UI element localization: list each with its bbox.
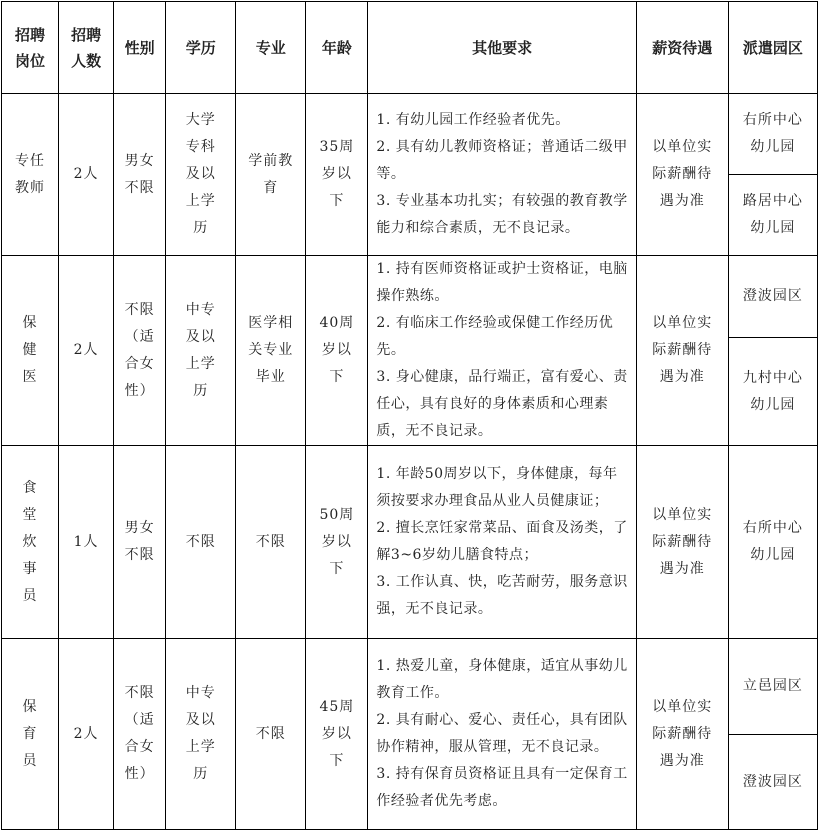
header-requirements: 其他要求 xyxy=(368,2,636,94)
header-major: 专业 xyxy=(236,2,306,94)
requirements-cell xyxy=(368,639,636,830)
requirement-item: 1. 热爱儿童，身体健康，适宜从事幼儿教育工作。 xyxy=(376,658,628,701)
requirements-cell xyxy=(368,446,636,639)
requirement-item: 1. 持有医师资格证或护士资格证，电脑操作熟练。 xyxy=(376,261,628,304)
major-cell: 医学相关专业毕业 xyxy=(236,256,306,446)
header-park: 派遣园区 xyxy=(728,2,817,94)
count-cell: 1人 xyxy=(59,446,114,639)
requirement-item: 3. 工作认真、快，吃苦耐劳，服务意识强，无不良记录。 xyxy=(376,574,628,617)
header-count: 招聘人数 xyxy=(59,2,114,94)
count-cell: 2人 xyxy=(59,94,114,256)
position-cell: 食堂炊事员 xyxy=(2,446,59,639)
requirement-item: 3. 持有保育员资格证且具有一定保育工作经验者优先考虑。 xyxy=(376,766,628,809)
salary-cell: 以单位实际薪酬待遇为准 xyxy=(636,639,728,830)
age-cell: 40周岁以下 xyxy=(306,256,368,446)
gender-cell: 男女不限 xyxy=(114,446,166,639)
table-row xyxy=(2,639,818,735)
header-position: 招聘岗位 xyxy=(2,2,59,94)
position-cell: 保健医 xyxy=(2,256,59,446)
recruitment-table xyxy=(1,1,818,830)
table-row xyxy=(2,256,818,338)
education-cell: 大学专科及以上学历 xyxy=(166,94,236,256)
requirement-item: 3. 身心健康，品行端正，富有爱心、责任心，具有良好的身体素质和心理素质，无不良记录。 xyxy=(376,369,628,439)
education-cell: 中专及以上学历 xyxy=(166,639,236,830)
age-cell: 35周岁以下 xyxy=(306,94,368,256)
position-cell: 专任教师 xyxy=(2,94,59,256)
age-cell: 50周岁以下 xyxy=(306,446,368,639)
requirements-cell xyxy=(368,256,636,446)
gender-cell: 男女不限 xyxy=(114,94,166,256)
requirement-item: 2. 擅长烹饪家常菜品、面食及汤类，了解3~6岁幼儿膳食特点； xyxy=(376,520,628,563)
salary-cell: 以单位实际薪酬待遇为准 xyxy=(636,446,728,639)
requirement-item: 2. 具有幼儿教师资格证；普通话二级甲等。 xyxy=(376,139,628,182)
major-cell: 不限 xyxy=(236,639,306,830)
count-cell: 2人 xyxy=(59,639,114,830)
education-cell: 中专及以上学历 xyxy=(166,256,236,446)
park-cell: 右所中心幼儿园 xyxy=(728,94,817,175)
park-cell: 路居中心幼儿园 xyxy=(728,175,817,256)
table-row xyxy=(2,446,818,639)
requirement-item: 1. 有幼儿园工作经验者优先。 xyxy=(376,112,570,128)
park-cell: 立邑园区 xyxy=(728,639,817,735)
park-cell: 右所中心幼儿园 xyxy=(728,446,817,639)
major-cell: 不限 xyxy=(236,446,306,639)
count-cell: 2人 xyxy=(59,256,114,446)
park-cell: 澄波园区 xyxy=(728,256,817,338)
header-gender: 性别 xyxy=(114,2,166,94)
salary-cell: 以单位实际薪酬待遇为准 xyxy=(636,256,728,446)
park-cell: 澄波园区 xyxy=(728,735,817,830)
requirement-item: 2. 有临床工作经验或保健工作经历优先。 xyxy=(376,315,614,358)
position-cell: 保育员 xyxy=(2,639,59,830)
requirements-cell xyxy=(368,94,636,256)
park-cell: 九村中心幼儿园 xyxy=(728,338,817,446)
requirement-item: 3. 专业基本功扎实；有较强的教育教学能力和综合素质，无不良记录。 xyxy=(376,193,628,236)
major-cell: 学前教育 xyxy=(236,94,306,256)
gender-cell: 不限（适合女性） xyxy=(114,639,166,830)
gender-cell: 不限（适合女性） xyxy=(114,256,166,446)
header-age: 年龄 xyxy=(306,2,368,94)
header-education: 学历 xyxy=(166,2,236,94)
requirement-item: 2. 具有耐心、爱心、责任心，具有团队协作精神，服从管理，无不良记录。 xyxy=(376,712,628,755)
table-row xyxy=(2,94,818,175)
header-salary: 薪资待遇 xyxy=(636,2,728,94)
salary-cell: 以单位实际薪酬待遇为准 xyxy=(636,94,728,256)
education-cell: 不限 xyxy=(166,446,236,639)
requirement-item: 1. 年龄50周岁以下，身体健康，每年须按要求办理食品从业人员健康证； xyxy=(376,466,618,509)
header-row xyxy=(2,2,818,94)
age-cell: 45周岁以下 xyxy=(306,639,368,830)
